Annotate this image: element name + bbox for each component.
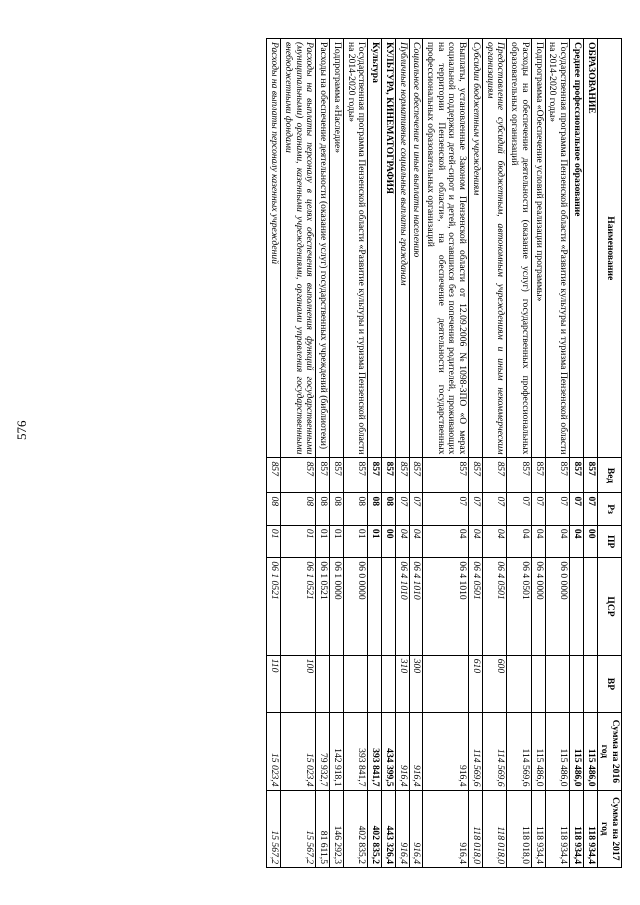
cell-vr: 110	[267, 655, 281, 712]
cell-ved: 857	[531, 458, 545, 493]
cell-name: Расходы на обеспечение деятельности (оказание услуг) государственных учреждений (библиотеки)	[316, 39, 330, 458]
cell-pr: 04	[531, 525, 545, 557]
cell-pr: 00	[583, 525, 597, 557]
table-row	[570, 39, 584, 868]
cell-ved: 857	[316, 458, 330, 493]
cell-rz: 07	[583, 493, 597, 525]
cell-ved: 857	[423, 458, 469, 493]
cell-pr: 01	[316, 525, 330, 557]
cell-name: Социальное обеспечение и иные выплаты населению	[409, 39, 423, 458]
cell-rz: 07	[409, 493, 423, 525]
cell-ved: 857	[545, 458, 569, 493]
cell-name: Расходы на выплаты персоналу в целях обеспечения выполнения функций государственными (муниципальными) органами, казенными учреждениями, органами управления государственными внебюджетными фондами	[281, 39, 316, 458]
cell-vr: 600	[482, 655, 506, 712]
cell-pr: 04	[409, 525, 423, 557]
cell-pr: 04	[482, 525, 506, 557]
cell-name: Подпрограмма «Наследие»	[330, 39, 344, 458]
cell-vr	[316, 655, 330, 712]
cell-ved: 857	[368, 458, 382, 493]
cell-name: Субсидии бюджетным учреждениям	[469, 39, 483, 458]
cell-rz: 07	[482, 493, 506, 525]
cell-ved: 857	[281, 458, 316, 493]
cell-vr	[507, 655, 531, 712]
cell-rz: 08	[281, 493, 316, 525]
cell-sum-2016: 115 486,0	[583, 713, 597, 790]
cell-sum-2017: 118 934,4	[545, 790, 569, 867]
cell-csr: 06 0 0000	[545, 558, 569, 655]
header-csr: ЦСР	[597, 558, 621, 655]
cell-pr: 04	[507, 525, 531, 557]
cell-ved: 857	[469, 458, 483, 493]
cell-csr	[368, 558, 382, 655]
cell-rz: 07	[469, 493, 483, 525]
cell-pr: 04	[545, 525, 569, 557]
cell-name: Выплаты, установленные Законом Пензенской области от 12.09.2006 №1098-ЗПО «О мерах социальной поддержки детей-сирот и детей, оставшихся без попечения родителей, проживающих на территории Пензенской области», на обеспечение деятельности государственных профессиональных образовательных организаций	[423, 39, 469, 458]
table-row	[469, 39, 483, 868]
cell-sum-2016: 15 023,4	[267, 713, 281, 790]
table-row	[330, 39, 344, 868]
cell-csr: 06 4 0501	[507, 558, 531, 655]
cell-rz: 07	[507, 493, 531, 525]
cell-csr	[382, 558, 396, 655]
table-row	[507, 39, 531, 868]
cell-sum-2016: 114 569,6	[469, 713, 483, 790]
cell-vr	[531, 655, 545, 712]
cell-sum-2017: 15 567,2	[281, 790, 316, 867]
cell-sum-2017: 118 934,4	[570, 790, 584, 867]
cell-sum-2017: 146 292,3	[330, 790, 344, 867]
cell-vr: 100	[281, 655, 316, 712]
cell-vr	[330, 655, 344, 712]
cell-sum-2016: 114 569,6	[507, 713, 531, 790]
table-row	[382, 39, 396, 868]
cell-vr: 610	[469, 655, 483, 712]
cell-sum-2017: 118 018,0	[469, 790, 483, 867]
cell-sum-2016: 79 932,7	[316, 713, 330, 790]
cell-sum-2017: 81 611,5	[316, 790, 330, 867]
cell-name: Подпрограмма «Обеспечение условий реализации программы»	[531, 39, 545, 458]
cell-ved: 857	[482, 458, 506, 493]
cell-pr: 01	[330, 525, 344, 557]
cell-name: Среднее профессиональное образование	[570, 39, 584, 458]
cell-csr: 06 4 1010	[409, 558, 423, 655]
cell-pr: 04	[469, 525, 483, 557]
cell-rz: 08	[316, 493, 330, 525]
cell-sum-2017: 916,4	[423, 790, 469, 867]
cell-vr	[545, 655, 569, 712]
header-ved: Вед	[597, 458, 621, 493]
table-row	[583, 39, 597, 868]
header-sum-2017: Сумма на 2017 год	[597, 790, 621, 867]
cell-sum-2016: 114 569,6	[482, 713, 506, 790]
cell-vr	[583, 655, 597, 712]
cell-rz: 08	[343, 493, 367, 525]
cell-rz: 08	[368, 493, 382, 525]
cell-sum-2017: 15 567,2	[267, 790, 281, 867]
table-row	[409, 39, 423, 868]
table-row	[423, 39, 469, 868]
cell-csr: 06 4 0000	[531, 558, 545, 655]
cell-sum-2016: 115 486,0	[545, 713, 569, 790]
cell-rz: 07	[570, 493, 584, 525]
cell-sum-2016: 115 486,0	[570, 713, 584, 790]
cell-name: Расходы на обеспечение деятельности (оказание услуг) государственных профессиональных образовательных организаций	[507, 39, 531, 458]
cell-vr	[368, 655, 382, 712]
cell-csr: 06 1 0521	[316, 558, 330, 655]
header-sum-2016: Сумма на 2016 год	[597, 713, 621, 790]
cell-pr: 01	[368, 525, 382, 557]
cell-pr: 04	[395, 525, 409, 557]
cell-csr: 06 4 1010	[423, 558, 469, 655]
cell-pr: 04	[423, 525, 469, 557]
cell-csr: 06 0 0000	[343, 558, 367, 655]
cell-vr: 310	[395, 655, 409, 712]
table-row	[482, 39, 506, 868]
cell-sum-2016: 916,4	[395, 713, 409, 790]
budget-table	[266, 38, 622, 868]
table-row	[316, 39, 330, 868]
cell-vr: 300	[409, 655, 423, 712]
cell-ved: 857	[507, 458, 531, 493]
cell-rz: 07	[395, 493, 409, 525]
cell-csr: 06 1 0521	[281, 558, 316, 655]
cell-name: КУЛЬТУРА, КИНЕМАТОГРАФИЯ	[382, 39, 396, 458]
table-row	[395, 39, 409, 868]
header-name: Наименование	[597, 39, 621, 458]
cell-pr: 01	[267, 525, 281, 557]
cell-name: Государственная программа Пензенской области «Развитие культуры и туризма Пензенской области на 2014-2020 годы»	[343, 39, 367, 458]
cell-sum-2017: 118 934,4	[583, 790, 597, 867]
table-row	[545, 39, 569, 868]
header-vr: ВР	[597, 655, 621, 712]
cell-sum-2016: 916,4	[409, 713, 423, 790]
cell-ved: 857	[330, 458, 344, 493]
rotated-table-container	[102, 38, 622, 868]
page-number: 576	[14, 420, 29, 440]
cell-sum-2017: 443 326,4	[382, 790, 396, 867]
cell-ved: 857	[382, 458, 396, 493]
table-row	[368, 39, 382, 868]
cell-sum-2016: 434 399,5	[382, 713, 396, 790]
cell-sum-2016: 15 023,4	[281, 713, 316, 790]
cell-sum-2017: 916,4	[409, 790, 423, 867]
cell-ved: 857	[409, 458, 423, 493]
cell-name: Культура	[368, 39, 382, 458]
cell-pr: 01	[281, 525, 316, 557]
cell-csr: 06 1 0521	[267, 558, 281, 655]
header-pr: ПР	[597, 525, 621, 557]
cell-ved: 857	[267, 458, 281, 493]
cell-sum-2017: 402 835,2	[368, 790, 382, 867]
cell-sum-2017: 118 018,0	[507, 790, 531, 867]
cell-rz: 07	[545, 493, 569, 525]
cell-vr	[343, 655, 367, 712]
cell-sum-2016: 115 486,0	[531, 713, 545, 790]
cell-rz: 07	[423, 493, 469, 525]
cell-name: Государственная программа Пензенской области «Развитие культуры и туризма Пензенской области на 2014-2020 годы»	[545, 39, 569, 458]
cell-sum-2016: 393 841,7	[368, 713, 382, 790]
cell-sum-2017: 402 835,2	[343, 790, 367, 867]
cell-sum-2016: 393 841,7	[343, 713, 367, 790]
table-row	[531, 39, 545, 868]
table-row	[343, 39, 367, 868]
header-rz: Рз	[597, 493, 621, 525]
cell-name: Публичные нормативные социальные выплаты гражданам	[395, 39, 409, 458]
table-header-row	[597, 39, 621, 868]
cell-csr	[583, 558, 597, 655]
cell-pr: 04	[570, 525, 584, 557]
cell-csr: 06 4 1010	[395, 558, 409, 655]
cell-rz: 08	[267, 493, 281, 525]
cell-vr	[423, 655, 469, 712]
cell-rz: 08	[382, 493, 396, 525]
cell-rz: 08	[330, 493, 344, 525]
table-row	[267, 39, 281, 868]
cell-ved: 857	[583, 458, 597, 493]
cell-ved: 857	[343, 458, 367, 493]
cell-vr	[382, 655, 396, 712]
table-body	[267, 39, 597, 868]
cell-name: Предоставление субсидий бюджетным, автономным учреждениям и иным некоммерческим организациям	[482, 39, 506, 458]
cell-sum-2017: 916,4	[395, 790, 409, 867]
cell-csr: 06 1 0000	[330, 558, 344, 655]
cell-vr	[570, 655, 584, 712]
cell-csr: 06 4 0501	[469, 558, 483, 655]
cell-name: Расходы на выплаты персоналу казенных учреждений	[267, 39, 281, 458]
cell-rz: 07	[531, 493, 545, 525]
cell-sum-2017: 118 018,0	[482, 790, 506, 867]
cell-ved: 857	[570, 458, 584, 493]
cell-pr: 00	[382, 525, 396, 557]
cell-sum-2016: 916,4	[423, 713, 469, 790]
cell-sum-2017: 118 934,4	[531, 790, 545, 867]
cell-ved: 857	[395, 458, 409, 493]
cell-csr	[570, 558, 584, 655]
cell-pr: 01	[343, 525, 367, 557]
cell-sum-2016: 142 918,1	[330, 713, 344, 790]
cell-name: ОБРАЗОВАНИЕ	[583, 39, 597, 458]
table-row	[281, 39, 316, 868]
cell-csr: 06 4 0501	[482, 558, 506, 655]
